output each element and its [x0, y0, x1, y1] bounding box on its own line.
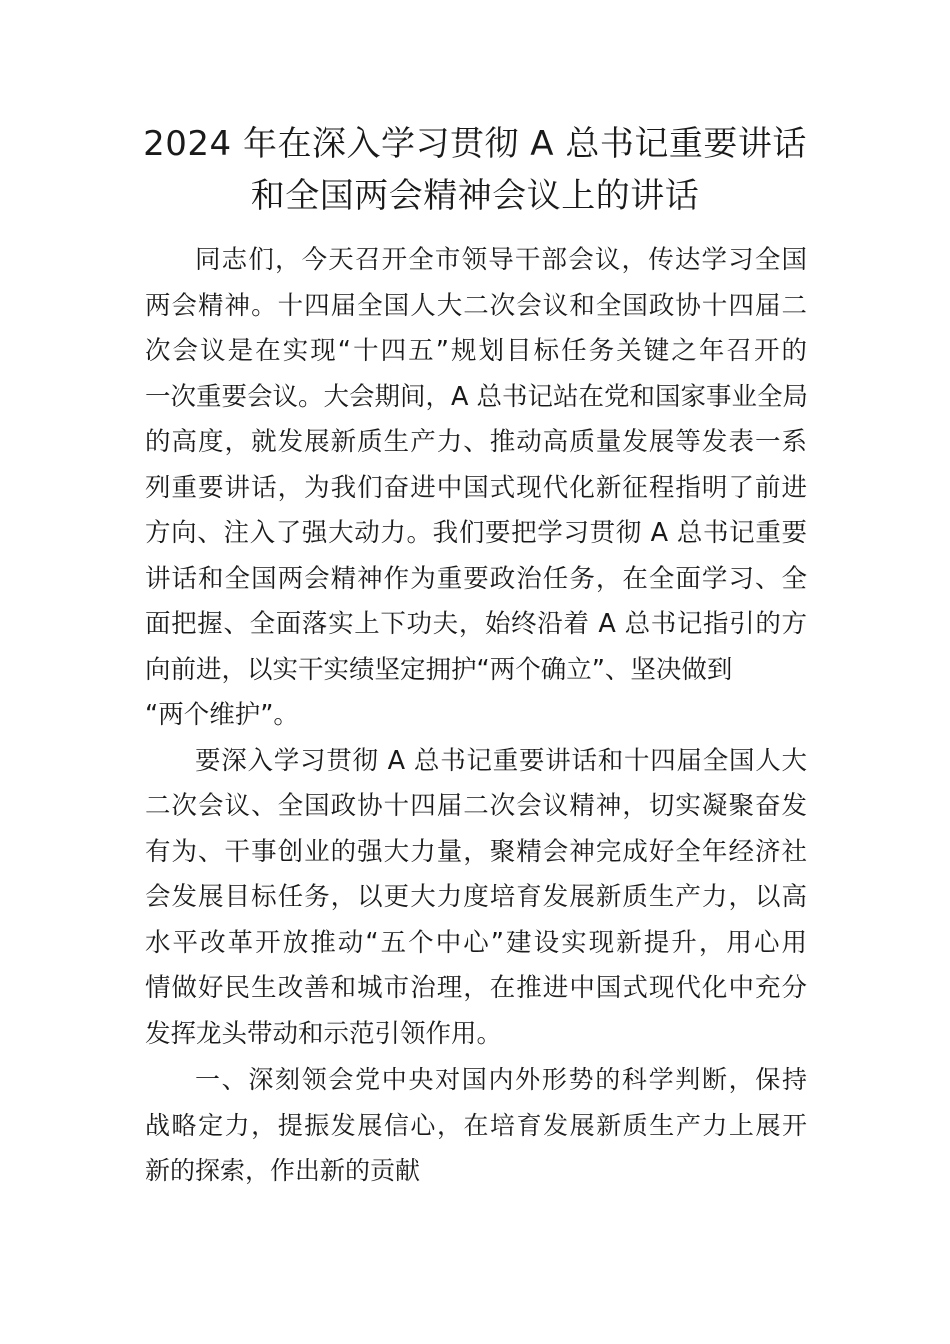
text-line: 面把握、全面落实上下功夫，始终沿着 A 总书记指引的方: [145, 609, 807, 639]
text-line: 次会议是在实现“十四五”规划目标任务关键之年召开的: [145, 336, 807, 366]
heading-line: 战略定力，提振发展信心，在培育发展新质生产力上展开: [145, 1110, 807, 1140]
text-line: 同志们，今天召开全市领导干部会议，传达学习全国: [195, 245, 807, 275]
text-line: 的高度，就发展新质生产力、推动高质量发展等发表一系: [145, 427, 807, 457]
paragraph-second: [145, 739, 807, 1058]
text-line: 向前进，以实干实绩坚定拥护“两个确立”、坚决做到: [145, 654, 733, 685]
text-line: 会发展目标任务，以更大力度培育发展新质生产力，以高: [145, 882, 807, 912]
document-title: [100, 118, 850, 222]
text-line: 情做好民生改善和城市治理，在推进中国式现代化中充分: [145, 973, 807, 1003]
section-heading-1: [145, 1057, 807, 1194]
text-line: 发挥龙头带动和示范引领作用。: [145, 1018, 503, 1049]
document-body: [145, 238, 807, 1194]
heading-line: 新的探索，作出新的贡献: [145, 1156, 421, 1185]
text-line: 列重要讲话，为我们奋进中国式现代化新征程指明了前进: [145, 472, 807, 503]
text-line: 要深入学习贯彻 A 总书记重要讲话和十四届全国人大: [195, 745, 807, 776]
title-line: 和全国两会精神会议上的讲话: [250, 176, 700, 216]
text-line: 有为、干事创业的强大力量，聚精会神完成好全年经济社: [145, 836, 807, 867]
heading-line: 一、深刻领会党中央对国内外形势的科学判断，保持: [195, 1065, 807, 1094]
text-line: 两会精神。十四届全国人大二次会议和全国政协十四届二: [145, 290, 807, 321]
title-line: 2024 年在深入学习贯彻 A 总书记重要讲话: [143, 124, 807, 164]
text-line: 讲话和全国两会精神作为重要政治任务，在全面学习、全: [145, 563, 807, 594]
text-line: “两个维护”。: [145, 700, 299, 730]
text-line: 方向、注入了强大动力。我们要把学习贯彻 A 总书记重要: [145, 518, 807, 548]
text-line: 一次重要会议。大会期间，A 总书记站在党和国家事业全局: [145, 381, 809, 412]
paragraph-opening: [145, 238, 807, 739]
text-line: 水平改革开放推动“五个中心”建设实现新提升，用心用: [145, 927, 807, 958]
text-line: 二次会议、全国政协十四届二次会议精神，切实凝聚奋发: [145, 791, 807, 821]
